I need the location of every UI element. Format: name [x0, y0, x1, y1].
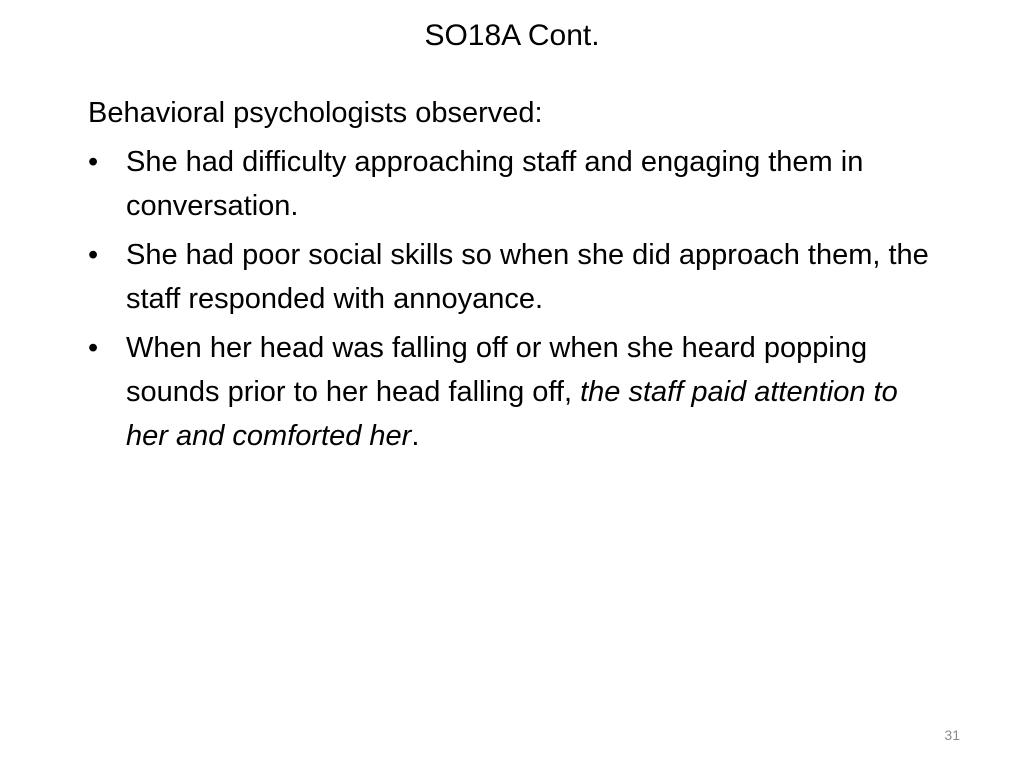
slide-number: 31 — [944, 727, 960, 743]
slide-content — [88, 91, 938, 458]
bullet-text: When her head was falling off or when she heard popping sounds prior to her head falling off, — [126, 332, 868, 408]
bullet-item — [88, 233, 938, 321]
bullet-mark: • — [88, 146, 99, 178]
bullet-mark: • — [88, 239, 99, 271]
intro-text: Behavioral psychologists observed: — [88, 97, 543, 129]
bullet-item — [88, 326, 938, 458]
bullet-mark: • — [88, 332, 99, 364]
bullet-text: She had poor social skills so when she did approach them, the staff responded with annoyance. — [126, 239, 929, 315]
bullet-text: She had difficulty approaching staff and engaging them in conversation. — [126, 146, 864, 222]
bullet-list — [88, 140, 938, 458]
bullet-item — [88, 140, 938, 228]
slide-title: SO18A Cont. — [424, 19, 600, 52]
bullet-emphasis: the staff paid attention to her and comforted her — [126, 376, 898, 452]
bullet-suffix: . — [411, 420, 420, 452]
